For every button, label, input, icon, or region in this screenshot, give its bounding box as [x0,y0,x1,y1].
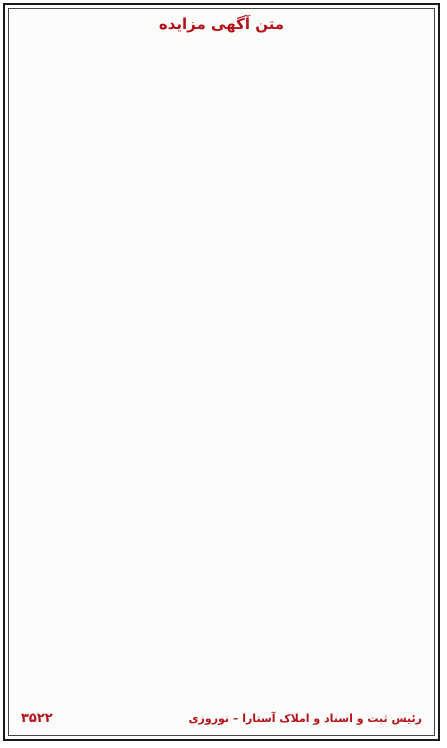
notice-title: متن آگهی مزایده [158,15,285,33]
notice-signature: رئیس ثبت و اسناد و املاک آستارا – نوروزی [188,712,422,725]
notice-inner-frame [8,8,435,736]
auction-notice [3,3,440,741]
notice-number: ۳۵۲۲ [21,711,53,726]
notice-body [19,39,424,709]
